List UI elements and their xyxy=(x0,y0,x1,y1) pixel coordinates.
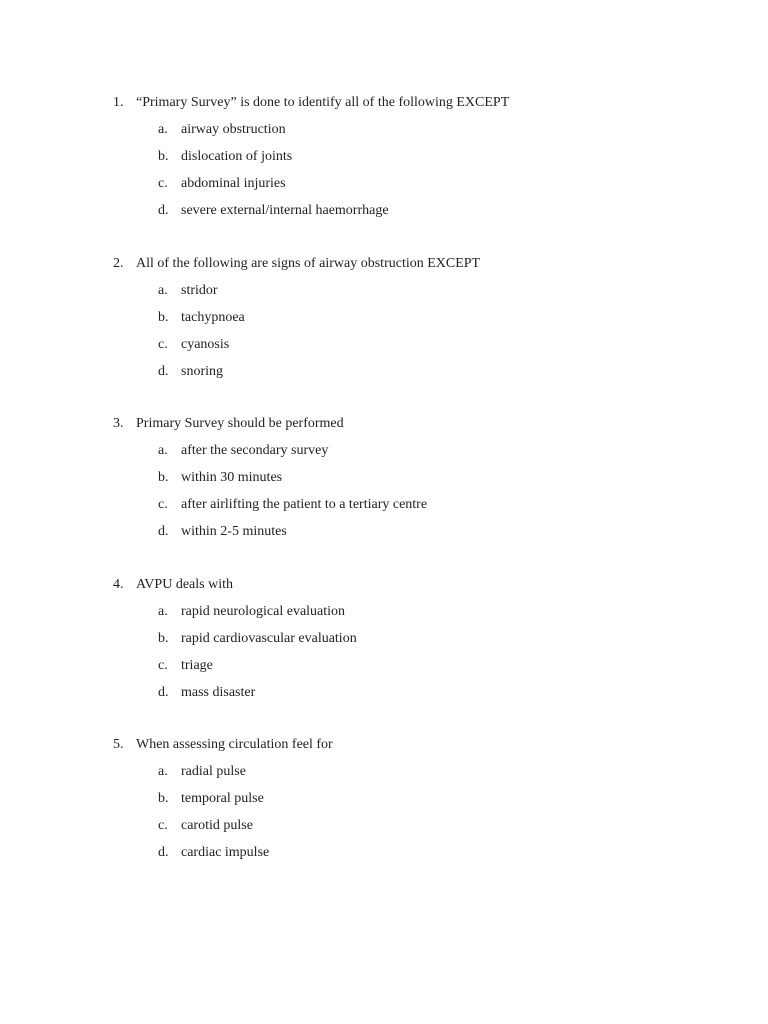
answer-option xyxy=(0,336,768,363)
option-letter: a. xyxy=(158,443,168,458)
option-letter: a. xyxy=(158,283,168,298)
option-text: carotid pulse xyxy=(181,817,253,833)
answer-option xyxy=(0,630,768,657)
option-text: temporal pulse xyxy=(181,790,264,806)
option-letter: d. xyxy=(158,363,169,379)
option-letter: a. xyxy=(158,764,168,779)
answer-option xyxy=(0,657,768,684)
answer-option xyxy=(0,523,768,550)
question-text: AVPU deals with xyxy=(136,577,233,592)
option-letter: d. xyxy=(158,202,169,218)
question-5 xyxy=(0,736,768,871)
option-text: radial pulse xyxy=(181,764,246,779)
answer-option xyxy=(0,844,768,871)
answer-option xyxy=(0,790,768,817)
answer-option xyxy=(0,282,768,309)
answer-option xyxy=(0,817,768,844)
question-stem xyxy=(0,94,768,121)
answer-option xyxy=(0,121,768,148)
option-letter: b. xyxy=(158,148,169,164)
question-4 xyxy=(0,576,768,711)
option-text: stridor xyxy=(181,283,218,298)
question-number: 3. xyxy=(113,416,124,431)
option-text: dislocation of joints xyxy=(181,148,293,164)
option-letter: c. xyxy=(158,175,168,191)
question-stem xyxy=(0,736,768,763)
option-text: within 2-5 minutes xyxy=(181,523,287,539)
option-letter: c. xyxy=(158,496,168,512)
option-letter: a. xyxy=(158,122,168,137)
option-letter: b. xyxy=(158,309,169,325)
option-letter: b. xyxy=(158,469,169,485)
option-text: abdominal injuries xyxy=(181,175,286,191)
option-text: within 30 minutes xyxy=(181,469,283,485)
question-text: Primary Survey should be performed xyxy=(136,416,344,431)
option-letter: c. xyxy=(158,817,168,833)
answer-option xyxy=(0,763,768,790)
option-letter: c. xyxy=(158,336,168,352)
answer-option xyxy=(0,363,768,390)
question-number: 1. xyxy=(113,95,124,110)
answer-option xyxy=(0,496,768,523)
question-stem xyxy=(0,255,768,282)
option-text: cardiac impulse xyxy=(181,844,270,860)
option-text: airway obstruction xyxy=(181,122,286,137)
option-text: mass disaster xyxy=(181,684,256,700)
answer-option xyxy=(0,442,768,469)
option-letter: d. xyxy=(158,684,169,700)
option-text: rapid cardiovascular evaluation xyxy=(181,630,357,646)
answer-option xyxy=(0,148,768,175)
answer-option xyxy=(0,603,768,630)
question-3 xyxy=(0,415,768,550)
option-letter: b. xyxy=(158,630,169,646)
option-text: tachypnoea xyxy=(181,309,245,325)
answer-option xyxy=(0,309,768,336)
question-stem xyxy=(0,415,768,442)
option-text: severe external/internal haemorrhage xyxy=(181,202,389,218)
question-text: All of the following are signs of airway obstruction EXCEPT xyxy=(136,256,481,271)
question-text: When assessing circulation feel for xyxy=(136,737,333,752)
question-number: 2. xyxy=(113,256,124,271)
question-1 xyxy=(0,94,768,229)
option-text: after the secondary survey xyxy=(181,443,329,458)
question-text: “Primary Survey” is done to identify all of the following EXCEPT xyxy=(136,95,510,110)
question-stem xyxy=(0,576,768,603)
option-text: cyanosis xyxy=(181,336,230,352)
answer-option xyxy=(0,175,768,202)
option-letter: c. xyxy=(158,657,168,673)
option-text: triage xyxy=(181,657,213,673)
question-2 xyxy=(0,255,768,390)
question-number: 4. xyxy=(113,577,124,592)
option-text: rapid neurological evaluation xyxy=(181,604,346,619)
option-letter: d. xyxy=(158,844,169,860)
answer-option xyxy=(0,469,768,496)
answer-option xyxy=(0,202,768,229)
option-letter: d. xyxy=(158,523,169,539)
option-letter: b. xyxy=(158,790,169,806)
option-letter: a. xyxy=(158,604,168,619)
question-number: 5. xyxy=(113,737,124,752)
option-text: snoring xyxy=(181,363,223,379)
option-text: after airlifting the patient to a tertiary centre xyxy=(181,496,428,512)
answer-option xyxy=(0,684,768,711)
